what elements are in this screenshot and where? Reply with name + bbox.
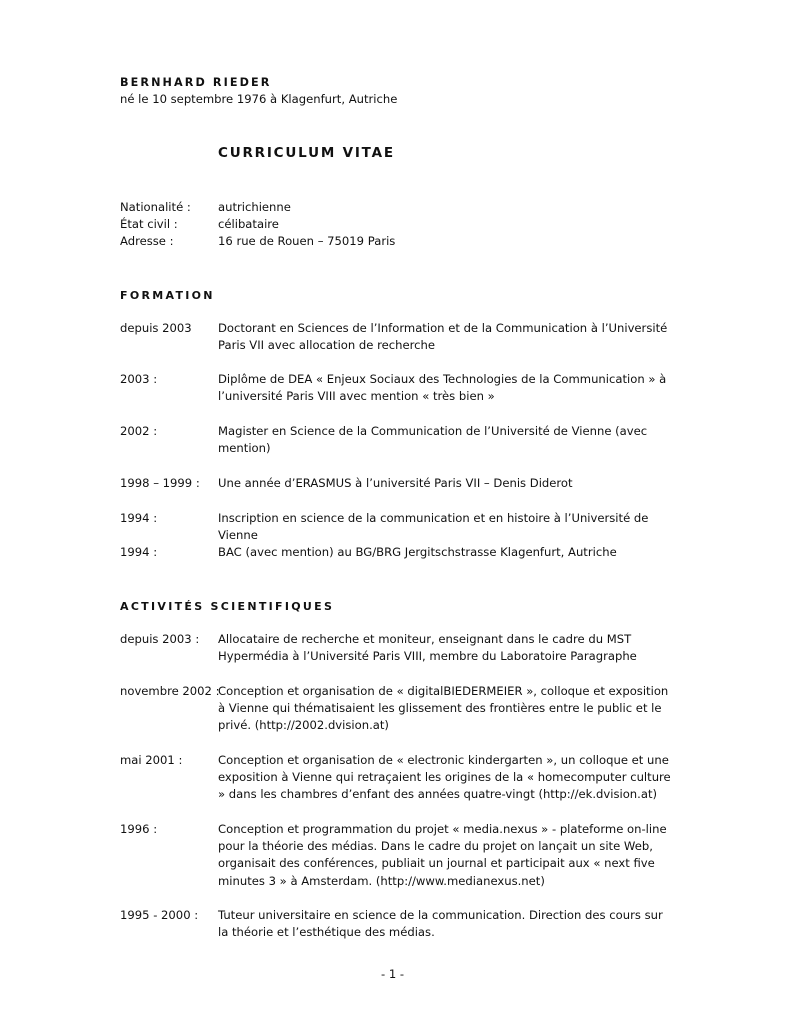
item-text: Conception et organisation de « digitalBIEDERMEIER », colloque et exposition à Vienne qui thématisaient les glissement des frontières entre le public et le privé. (http://2002.dvision.at) [218, 684, 669, 733]
item-date: depuis 2003 : [120, 632, 200, 646]
activite-item [120, 752, 680, 804]
item-date: depuis 2003 [120, 321, 192, 335]
item-text: Doctorant en Sciences de l’Information et de la Communication à l’Université Paris VII avec allocation de recherche [218, 321, 668, 353]
personal-label: Adresse : [120, 234, 174, 248]
item-text: Une année d’ERASMUS à l’université Paris VII – Denis Diderot [218, 476, 573, 490]
item-date: 1995 - 2000 : [120, 908, 199, 922]
page-number: - 1 - [381, 967, 405, 981]
formation-item [120, 510, 680, 544]
item-date: 1994 : [120, 545, 158, 559]
item-text: Diplôme de DEA « Enjeux Sociaux des Technologies de la Communication » à l’université Paris VIII avec mention « très bien » [218, 372, 667, 404]
item-date: novembre 2002 : [120, 684, 220, 698]
item-date: 1998 – 1999 : [120, 476, 200, 490]
formation-item [120, 423, 680, 457]
personal-value: célibataire [218, 217, 279, 231]
activite-item [120, 907, 680, 941]
activite-item [120, 631, 680, 665]
item-text: Conception et programmation du projet « media.nexus » - plateforme on-line pour la théorie des médias. Dans le cadre du projet on lançait un site Web, organisait des conférences, publiait un journal et participait aux « next five minutes 3 » à Amsterdam. (http://www.medianexus.net) [218, 822, 667, 888]
personal-row-civil-status [120, 216, 680, 233]
section-title-formation: FORMATION [120, 289, 215, 302]
item-date: 1994 : [120, 511, 158, 525]
item-date: 2003 : [120, 372, 158, 386]
item-text: Allocataire de recherche et moniteur, enseignant dans le cadre du MST Hypermédia à l’Université Paris VIII, membre du Laboratoire Paragraphe [218, 632, 637, 664]
formation-item [120, 320, 680, 354]
formation-item [120, 544, 680, 561]
birth-info: né le 10 septembre 1976 à Klagenfurt, Autriche [120, 92, 398, 106]
item-text: Inscription en science de la communication et en histoire à l’Université de Vienne [218, 511, 649, 543]
formation-item [120, 371, 680, 405]
item-date: 2002 : [120, 424, 158, 438]
item-text: Tuteur universitaire en science de la communication. Direction des cours sur la théorie et l’esthétique des médias. [218, 908, 663, 940]
personal-label: Nationalité : [120, 200, 191, 214]
activite-item [120, 821, 680, 890]
personal-label: État civil : [120, 217, 178, 231]
item-date: 1996 : [120, 822, 158, 836]
section-title-activites: ACTIVITÉS SCIENTIFIQUES [120, 600, 335, 613]
item-text: BAC (avec mention) au BG/BRG Jergitschstrasse Klagenfurt, Autriche [218, 545, 617, 559]
person-name: BERNHARD RIEDER [120, 76, 272, 89]
personal-row-address [120, 233, 680, 250]
document-title: CURRICULUM VITAE [218, 145, 395, 161]
item-date: mai 2001 : [120, 753, 183, 767]
item-text: Conception et organisation de « electronic kindergarten », un colloque et une exposition à Vienne qui retraçaient les origines de la « homecomputer culture » dans les chambres d’enfant des années quatre-vingt (http://ek.dvision.at) [218, 753, 671, 802]
item-text: Magister en Science de la Communication de l’Université de Vienne (avec mention) [218, 424, 648, 456]
activite-item [120, 683, 680, 735]
personal-value: 16 rue de Rouen – 75019 Paris [218, 234, 396, 248]
personal-row-nationality [120, 199, 680, 216]
formation-item [120, 475, 680, 492]
personal-value: autrichienne [218, 200, 291, 214]
